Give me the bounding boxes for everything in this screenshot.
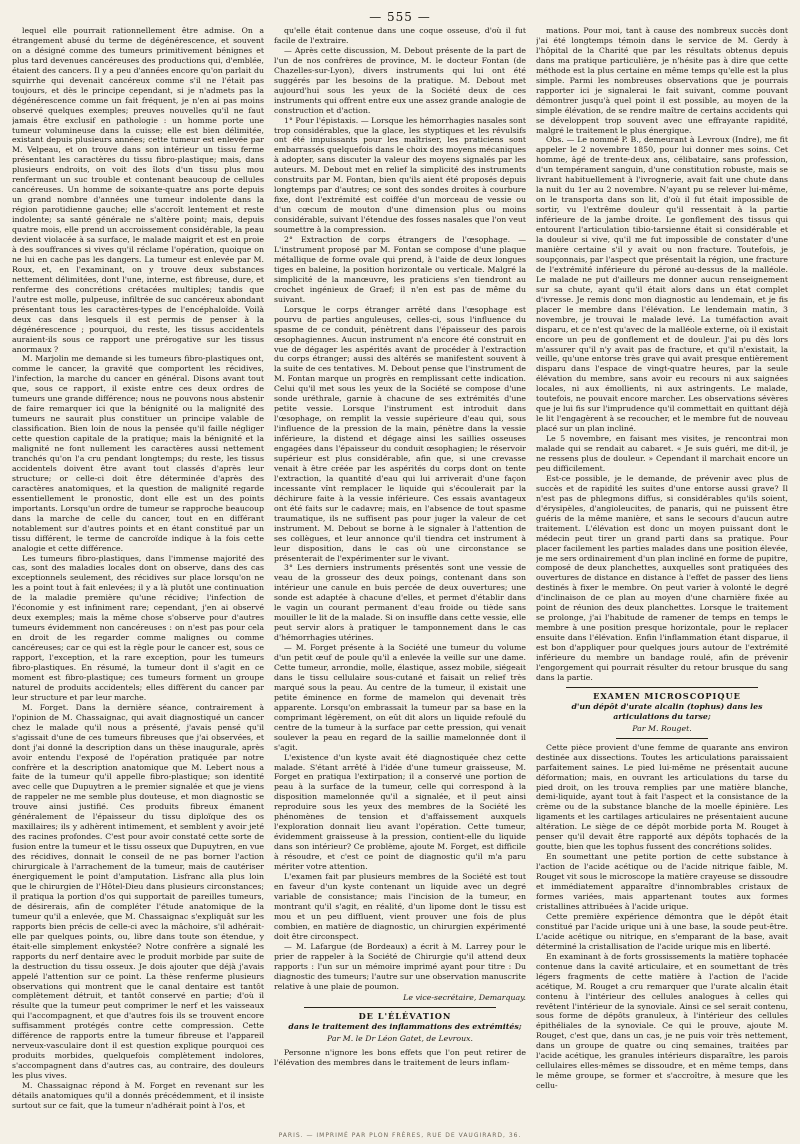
paragraph: mations. Pour moi, tant à cause des nombreux succès dont j'ai été longtemps témoin dans le service de M. Gerdy à l'hôpital de la Charité que par les résultats obtenus depuis dans ma pratique particulière, je n'hésite pas à dire que cette méthode est la plus certaine en même temps qu'elle est la plus simple. Parmi les nombreuses observations que je pourrais rapporter ici je signalerai le fait suivant, comme pouvant démontrer jusqu'à quel point il est possible, au moyen de la simple élévation, de se rendre maître de certains accidents qui se développent trop souvent avec une effrayante rapidité, malgré le traitement le plus énergique. xyxy=(536,26,788,135)
paragraph: Cette première expérience démontra que le dépôt était constitué par l'acide urique uni à une base, la soude peut-être. L'acide acétique ou nitrique, en s'emparant de la base, avait déterminé la cristallisation de l'acide urique mis en liberté. xyxy=(536,911,788,951)
paragraph: Le 5 novembre, en faisant mes visites, je rencontrai mon malade qui se rendait au cabaret. « Je suis guéri, me dit-il, je ne ressens plus de douleur. » Cependant il marchait encore un peu difficilement. xyxy=(536,434,788,473)
paragraph: M. Chassaignac répond à M. Forget en revenant sur les détails anatomiques qu'il a donnés précédemment, et il insiste surtout sur ce fait, que la tumeur n'adhérait point à l'os, et xyxy=(12,1081,264,1110)
paragraph: L'existence d'un kyste avait été diagnostiquée chez cette malade. S'étant arrêté à l'idée d'une tumeur graisseuse, M. Forget en pratiqua l'extirpation; il a conservé une portion de peau à la surface de la tumeur, celle qui correspond à la disposition mamelonnée qu'il a signalée, et il peut ainsi reproduire sous les yeux des membres de la Société les phénomènes de tension et d'affaissement auxquels l'exploration donnait lieu avant l'opération. Cette tumeur, évidemment graisseuse à la pression, contient-elle du liquide dans son intérieur? Ce problème, ajoute M. Forget, est difficile à résoudre, et c'est ce point de diagnostic qu'il m'a paru mériter votre attention. xyxy=(274,752,526,872)
article-heading: DE L'ÉLÉVATION xyxy=(358,1011,452,1022)
paragraph: L'examen fait par plusieurs membres de la Société est tout en faveur d'un kyste contenant un liquide avec un degré variable de consistance; mais l'incision de la tumeur, en montrant qu'il s'agit, en réalité, d'un lipome dont le tissu est mou et un peu diffluent, vient prouver une fois de plus combien, en matière de diagnostic, un chirurgien expérimenté doit être circonspect. xyxy=(274,872,526,941)
paragraph: Lorsque le corps étranger arrêté dans l'œsophage est pourvu de parties anguleuses, celles-ci, sous l'influence du spasme de ce conduit, pénètrent dans l'épaisseur des parois œsophagiennes. Aucun instrument n'a encore été construit en vue de dégager les aspérités avant de procéder à l'extraction du corps étranger; aussi des altérés se manifestent souvent à la suite de ces tentatives. M. Debout pense que l'instrument de M. Fontan marque un progrès en remplissant cette indication. Celui qu'il met sous les yeux de la Société se compose d'une sonde uréthrale, garnie à chacune de ses extrémités d'une petite vessie. Lorsque l'instrument est introduit dans l'œsophage, on remplit la vessie supérieure d'eau qui, sous l'influence de la pression de la main, pénètre dans la vessie inférieure, la distend et dégage ainsi les saillies osseuses engagées dans l'épaisseur du conduit œsophagien; le réservoir supérieur est plus considérable, afin que, si une crevasse venait à être créée par les aspérités du corps dont on tente l'extraction, la quantité d'eau qui lui arriverait d'une façon incessante vînt remplacer le liquide qui s'écoulerait par la déchirure faite à la vessie inférieure. Ces essais avantageux ont été faits sur le cadavre; mais, en l'absence de tout spasme traumatique, ils ne suffisent pas pour juger la valeur de cet instrument. M. Debout se borne à le signaler à l'attention de ses collègues, et leur annonce qu'il tiendra cet instrument à leur disposition, dans le cas où une circonstance se présenterait de l'expérimenter sur le vivant. xyxy=(274,304,526,563)
paragraph: 2° Extraction de corps étrangers de l'œsophage. — L'instrument proposé par M. Fontan se compose d'une plaque métallique de forme ovale qui prend, à l'aide de deux longues tiges en baleine, la position horizontale ou verticale. Malgré la simplicité de la manœuvre, les praticiens s'en tiendront au crochet ingénieux de Graef; il n'en est pas de même du suivant. xyxy=(274,235,526,304)
paragraph: qu'elle était contenue dans une coque osseuse, d'où il fut facile de l'extraire. xyxy=(274,26,526,45)
columns xyxy=(12,26,788,1132)
paragraph: — M. Lafargue (de Bordeaux) a écrit à M. Larrey pour le prier de rappeler à la Société de Chirurgie qu'il attend deux rapports : l'un sur un mémoire imprimé ayant pour titre : Du diagnostic des tumeurs; l'autre sur une observation manuscrite relative à une plaie de poumon. xyxy=(274,941,526,991)
article-author: Par M. le Dr Léon Gatet, de Levroux. xyxy=(326,1034,474,1044)
paragraph: lequel elle pourrait rationnellement être admise. On a étrangement abusé du terme de dégénérescence, et souvent on a désigné comme des tumeurs primitivement bénignes et plus tard devenues cancéreuses des productions qui, d'emblée, étaient des cancers. Il y a peu d'années encore qu'on parlait du squirrhe qui devenait cancéreux comme s'il ne l'était pas toujours, et dès le principe cependant, si je n'admets pas la dégénérescence comme un fait fréquent, je n'en ai pas moins observé quelques exemples; preuves nouvelles qu'il ne faut jamais être exclusif en pathologie : un homme porte une tumeur volumineuse dans la cuisse; elle est bien délimitée, existant depuis plusieurs années; cette tumeur est enlevée par M. Velpeau, et on trouve dans son intérieur un tissu ferme présentant les caractères du tissu fibro-plastique; mais, dans plusieurs endroits, on voit des îlots d'un tissu plus mou renfermant un suc trouble et contenant beaucoup de cellules cancéreuses. Un homme de soixante-quatre ans porte depuis un grand nombre d'années une tumeur indolente dans la région parotidienne gauche; elle s'accroît lentement et reste indolente; sa santé générale ne s'altère point; mais, depuis quatre mois, elle prend un accroissement considérable, la peau devient violacée à sa surface, le malade maigrit et est en proie à des souffrances si vives qu'il réclame l'opération, quoique on ne lui en cache pas les dangers. La tumeur est enlevée par M. Roux, et, en l'examinant, on y trouve deux substances nettement délimitées, dont l'une, interne, est fibreuse, dure, et renferme des concrétions crétacées multiples; tandis que l'autre est molle, pulpeuse, infiltrée de suc cancéreux abondant présentant tous les caractères-types de l'encéphaloïde. Voilà deux cas dans lesquels il est permis de penser à la dégénérescence ; pourquoi, du reste, les tissus accidentels auraient-ils sous ce rapport une prérogative sur les tissus anormaux ? xyxy=(12,26,264,354)
paragraph: 3° Les derniers instruments présentés sont une vessie de veau de la grosseur des deux poings, contenant dans son intérieur une canule en buis percée de deux ouvertures; une sonde est adaptée à chacune d'elles, et permet d'établir dans le vagin un courant permanent d'eau froide ou tiède sans mouiller le lit de la malade. Si on insuffle dans cette vessie, elle peut servir alors à pratiquer le tamponnement dans le cas d'hémorrhagies utérines. xyxy=(274,563,526,643)
paragraph: En soumettant une petite portion de cette substance à l'action de l'acide acétique ou de l'acide nitrique faible, M. Rouget vit sous le microscope la matière crayeuse se dissoudre et immédiatement apparaître d'innombrables cristaux de formes variées, mais appartenant toutes aux formes cristallines attribuées à l'acide urique. xyxy=(536,852,788,911)
article-author: Par M. Rouget. xyxy=(632,723,692,733)
paragraph: M. Forget. Dans la dernière séance, contrairement à l'opinion de M. Chassaignac, qui avait diagnostiqué un cancer chez le malade qu'il nous a présenté, j'avais pensé qu'il s'agissait d'une de ces tumeurs fibreuses que j'ai observées, et dont j'ai donné la description dans un thèse inaugurale, après avoir entendu l'exposé de l'opération pratiquée par notre confrère et la description anatomique que M. Lebert nous a faite de la tumeur qu'il appelle fibro-plastique; son identité avec celle que Dupuytren a le premier signalée et que je viens de rappeler ne me semble plus douteuse, et mon diagnostic se trouve ainsi justifié. Ces produits fibreux émanent généralement de l'épaisseur du tissu diploïque des os maxillaires; ils y adhèrent intimement, et semblent y avoir jeté des racines profondes. C'est pour avoir constaté cette sorte de fusion entre la tumeur et le tissu osseux que Dupuytren, en vue des récidives, donnait le conseil de ne pas borner l'action chirurgicale à l'arrachement de la tumeur, mais de cautériser énergiquement le point d'amputation. Lisfranc alla plus loin que le chirurgien de l'Hôtel-Dieu dans plusieurs circonstances; il pratiqua la portion d'os qui supportait de pareilles tumeurs, de désirerais, afin de compléter l'étude anatomique de la tumeur qu'il a enlevée, que M. Chassaignac s'expliquât sur les rapports bien précis de celle-ci avec la mâchoire, s'il adhérait-elle par quelques points, ou, libre dans toute son étendue, y était-elle simplement enkystée? Notre confrère a signalé les rapports du nerf dentaire avec le produit morbide par suite de la destruction du tissu osseux. Je dois ajouter que déjà j'avais appelé l'attention sur ce point. La thèse renferme plusieurs observations qui montrent que le canal dentaire est tantôt complètement détruit, et tantôt conservé en partie; d'où il résulte que la tumeur peut comprimer le nerf et les vaisseaux qui l'accompagnent, et que d'autres fois ils se trouvent encore suffisamment protégés contre cette compression. Cette différence de rapports entre la tumeur fibreuse et l'appareil nerveux-vasculaire dont il est question explique pourquoi ces produits morbides, quelquefois complètement indolores, s'accompagnent dans d'autres cas, au contraire, des douleurs les plus vives. xyxy=(12,702,264,1081)
article-heading: EXAMEN MICROSCOPIQUE xyxy=(593,690,741,701)
paragraph: Les tumeurs fibro-plastiques, dans l'immense majorité des cas, sont des maladies locales dont on observe, dans des cas exceptionnels seulement, des récidives sur place lorsqu'on ne les a point tout à fait enlevées; il y a là plutôt une continuation de la maladie première qu'une récidive; l'infection de l'économie y est infiniment rare; cependant, j'en ai observé deux exemples; mais la même chose s'observe pour d'autres tumeurs évidemment non cancéreuses : on n'est pas pour cela en droit de les regarder comme malignes ou comme cancéreuses; car ce qui est la règle pour le cancer est, sous ce rapport, l'exception, et la rare exception, pour les tumeurs fibro-plastiques. En résumé, la tumeur dont il s'agit en ce moment est fibro-plastique; ces tumeurs forment un groupe naturel de produits accidentels; elles diffèrent du cancer par leur structure et par leur marche. xyxy=(12,553,264,702)
section-divider xyxy=(616,738,708,739)
signature: Le vice-secrétaire, Demarquay. xyxy=(403,993,526,1003)
page-number: — 555 — xyxy=(369,10,431,24)
section-divider xyxy=(566,687,758,688)
paragraph: En examinant à de forts grossissements la matière tophacée contenue dans la cavité articulaire, et en soumettant de très légers fragments de cette matière à l'action de l'acide acétique, M. Rouget a cru remarquer que l'urate alcalin était contenu à l'intérieur des cellules analogues à celles qui revêtent l'intérieur de la synoviale. Ainsi ce sel serait contenu, sous forme de dépôts granuleux, à l'intérieur des cellules épithéliales de la synoviale. Ce qui le prouve, ajoute M. Rouget, c'est que, dans un cas, je ne puis voir très nettement, dans un groupe de quatre ou cinq semaines, traitées par l'acide acétique, les granules intérieurs disparaître, les parois cellulaires elles-mêmes se dissoudre, et en même temps, dans le même groupe, se former et s'accroître, à mesure que les cellu- xyxy=(536,951,788,1091)
paragraph: Personne n'ignore les bons effets que l'on peut retirer de l'élévation des membres dans le traitement de leurs inflam- xyxy=(274,1048,526,1068)
article-subheading: dans le traitement des inflammations des extrémités; xyxy=(288,1022,522,1032)
paragraph: 1° Pour l'épistaxis. — Lorsque les hémorrhagies nasales sont trop considérables, que la glace, les styptiques et les révulsifs ont été impuissants pour les maîtriser, les praticiens sont embarrassés quelquefois dans le choix des moyens mécaniques à adopter, sans discuter la valeur des moyens signalés par les auteurs. M. Debout met en relief la simplicité des instruments construits par M. Fontan, bien qu'ils aient été proposés depuis longtemps par d'autres; ce sont des sondes droites à courbure fixe, dont l'extrémité est coiffée d'un morceau de vessie ou d'un cœcum de mouton d'une dimension plus ou moins considérable, suivant l'étendue des fosses nasales que l'on veut soumettre à la compression. xyxy=(274,115,526,235)
column-1 xyxy=(12,26,264,1132)
paragraph: M. Marjolin me demande si les tumeurs fibro-plastiques ont, comme le cancer, la gravité que comportent les récidives, l'infection, la marche du cancer en général. Disons avant tout que, sous ce rapport, il existe entre ces deux ordres de tumeurs une grande différence; nous ne pouvons nous abstenir de faire remarquer ici que la bénignité ou la malignité des tumeurs ne saurait plus constituer un principe valable de classification. Bien loin de nous la pensée qu'il faille négliger cette question capitale de la pratique; mais la bénignité et la malignité ne font nullement les caractères aussi nettement tranchés qu'on l'a cru pendant longtemps; du reste, les tissus accidentels doivent être avant tout classés d'après leur structure; or celle-ci doit être déterminée d'après des caractères anatomiques, et la question de malignité regarde essentiellement le pronostic, dont elle est un des points importants. Lorsqu'un ordre de tumeur se rapproche beaucoup dans la marche de celle du cancer, tout en en différant notablement sur d'autres points et en étant constitué par un tissu différent, le terme de cancroïde indique à la fois cette analogie et cette différence. xyxy=(12,354,264,553)
column-2 xyxy=(274,26,526,1132)
paragraph: Cette pièce provient d'une femme de quarante ans environ destinée aux dissections. Toutes les articulations paraissaient parfaitement saines. Le pied lui-même ne présentait aucune déformation; mais, en ouvrant les articulations du tarse du pied droit, on les trouva remplies par une matière blanche, demi-liquide, ayant tout à fait l'aspect et la consistance de la crème ou de la substance blanche de la moelle épinière. Les ligaments et les cartilages articulaires ne présentaient aucune altération. Le siège de ce dépôt morbide porta M. Rouget à penser qu'il devait être rapporté aux dépôts tophacés de la goutte, bien que les tophus fussent des concrétions solides. xyxy=(536,742,788,852)
article-subheading: d'un dépôt d'urate alcalin (tophus) dans les articulations du tarse; xyxy=(571,701,763,721)
column-3 xyxy=(536,26,788,1132)
paragraph: — Après cette discussion, M. Debout présente de la part de l'un de nos confrères de province, M. le docteur Fontan (de Chazelles-sur-Lyon), divers instruments qui lui ont été suggérés par les besoins de la pratique. M. Debout met aujourd'hui sous les yeux de la Société deux de ces instruments qui offrent entre eux une assez grande analogie de construction et d'action. xyxy=(274,45,526,115)
paragraph: — M. Forget présente à la Société une tumeur du volume d'un petit œuf de poule qu'il a enlevée la veille sur une dame. Cette tumeur, arrondie, molle, élastique, assez mobile, siégeait dans le tissu cellulaire sous-cutané et faisait un relief très marqué sous la peau. Au centre de la tumeur, il existait une petite éminence en forme de mamelon qui devenait très apparente. Lorsqu'on embrassait la tumeur par sa base en la comprimant légèrement, on eût dit alors un liquide refoulé du centre de la tumeur à la surface par cette pression, qui venait soulever la peau en regard de la saillie mamelonnée dont il s'agit. xyxy=(274,643,526,752)
paragraph: Obs. — Le nommé P. B., demeurant à Levroux (Indre), me fit appeler le 2 novembre 1850, pour lui donner mes soins. Cet homme, âgé de trente-deux ans, célibataire, sans profession, d'un tempérament sanguin, d'une constitution robuste, mais se livrant habituellement à l'ivrognerie, avait fait une chute dans la nuit du 1er au 2 novembre. N'ayant pu se relever lui-même, on le transporta dans son lit, d'où il fut était impossible de sortir, vu l'extrême douleur qu'il ressentait à la partie inférieure de la jambe droite. Le gonflement des tissus qui entourent l'articulation tibio-tarsienne était si considérable et la douleur si vive, qu'il me fut impossible de constater d'une manière certaine s'il y avait ou non fracture. Toutefois, je soupçonnais, par l'aspect que présentait la région, une fracture de l'extrémité inférieure du péroné au-dessus de la malléole. Le malade ne put d'ailleurs me donner aucun renseignement sur sa chute, ayant qu'il était alors dans un état complet d'ivresse. Je remis donc mon diagnostic au lendemain, et je fis placer le membre dans l'élévation. Le lendemain matin, 3 novembre, je trouvai le malade levé. La tuméfaction avait disparu, et ce n'est qu'avec de la malléole externe, où il existait encore un peu de gonflement et de douleur. J'ai pu dès lors m'assurer qu'il n'y avait pas de fracture, et qu'il n'existait, la veille, qu'une entorse très grave qui avait presque entièrement disparu dans l'espace de vingt-quatre heures, par la seule élévation du membre, sans avoir eu recours ni aux saignées locales, ni aux émollients, ni aux astringents. Le malade, toutefois, ne pouvait encore marcher. Les observations sévères que je lui fis sur l'imprudence qu'il commettait en quittant déjà le lit l'engagèrent à se recoucher, et le membre fut de nouveau placé sur un plan incliné. xyxy=(536,135,788,434)
section-divider xyxy=(304,1007,496,1008)
printer-footer: PARIS. — IMPRIMÉ PAR PLON FRÈRES, RUE DE VAUGIRARD, 36. xyxy=(278,1132,522,1139)
paragraph: Est-ce possible, je le demande, de prévenir avec plus de succès et de rapidité les suites d'une entorse aussi grave? Il n'est pas de phlegmons diffus, si considérables qu'ils soient, d'érysipèles, d'angioleucites, de panaris, qui ne puissent être guéris de la même manière, et sans le secours d'aucun autre traitement. L'élévation est donc un moyen puissant dont le médecin peut tirer un grand parti dans sa pratique. Pour placer facilement les parties malades dans une position élevée, je me sers ordinairement d'un plan incliné en forme de pupitre, composé de deux planchettes, auxquelles sont pratiquées des ouvertures de distance en distance à l'effet de passer des liens destinés à fixer le membre. On peut varier à volonté le degré d'inclinaison de ce plan au moyen d'une charnière fixée au point de réunion des deux planchettes. Lorsque le traitement se prolonge, j'ai l'habitude de ramener de temps en temps le membre à une position presque horizontale, pour le replacer ensuite dans l'élévation. Enfin l'inflammation étant disparue, il est bon d'appliquer pour quelques jours autour de l'extrémité inférieure du membre un bandage roulé, afin de prévenir l'engorgement qui pourrait résulter du retour brusque du sang dans la partie. xyxy=(536,473,788,682)
